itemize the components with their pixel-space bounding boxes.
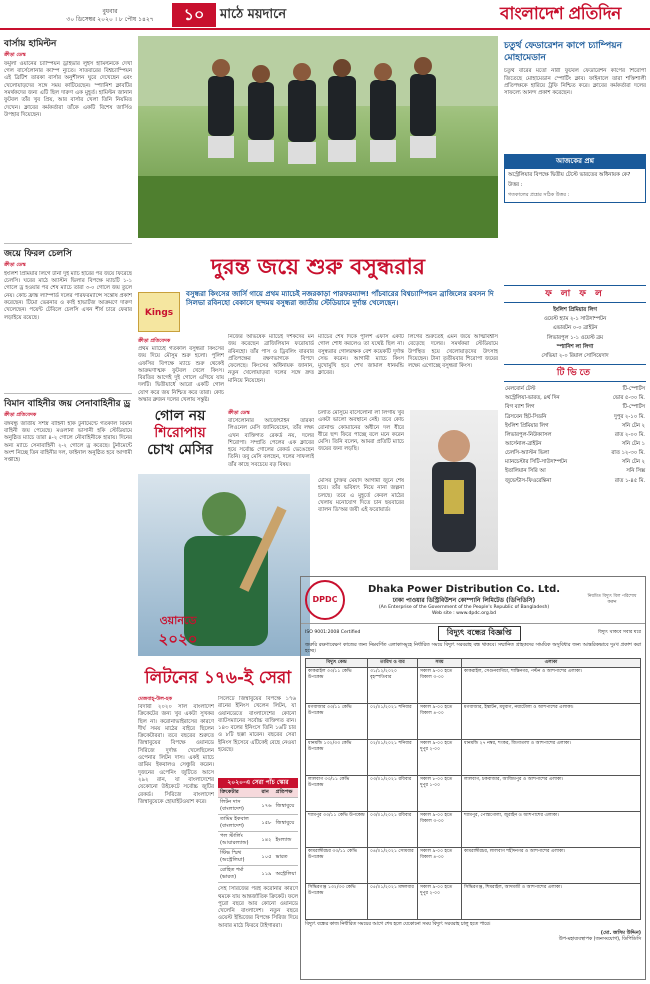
byline: ক্রীড়া প্রতিবেদক <box>4 411 37 418</box>
section-title: মাঠে ময়দানে <box>220 7 287 22</box>
quiz-question: অস্ট্রেলিয়ার বিপক্ষে দ্বিতীয় টেস্টে ভারতের অধিনায়ক কে? <box>508 171 631 178</box>
ad-title-row <box>301 624 645 643</box>
score-table-title: ২০২০-এ সেরা পাঁচ স্কোর <box>218 778 298 788</box>
oneday-badge: ওয়ানডে ২০২০ <box>158 614 198 648</box>
company-sub: (An Enterprise of the Government of the People's Republic of Bangladesh) <box>378 604 550 610</box>
messi-headline: গোল নয় শিরোপায় চোখ মেসির <box>147 408 213 458</box>
notice-title: বিদ্যুৎ বন্ধের বিজ্ঞপ্তি <box>438 626 521 641</box>
story-body: চতুর্থ বারের মতো নারী ফুটবল ফেডারেশন কাপের শিরোপা জিতেছে মোহামেডান স্পোর্টিং ক্লাব। ফাইনালে তারা শক্তিশালী প্রতিপক্ষকে হারিয়ে ট্রফি নিশ্চিত করে। ক্লাবের কর্মকর্তারা দলের সাফল্যে আনন্দ প্রকাশ করেছেন। <box>504 68 646 97</box>
table-row: ধানমন্ডি ১৩২/৩৩ কেভি উপকেন্দ্র ০২/০১/২০২১ শনিবার সকাল ৯-০০ হতে দুপুর ২-০০ ধানমন্ডি ২৭ নম্বর, শংকর, জিগাতলা ও আশপাশের এলাকা। <box>306 739 641 775</box>
score-table-box <box>218 778 298 964</box>
messi-photo <box>410 410 498 570</box>
story-body: ইংলিশ প্রিমিয়ার লিগে টানা দুই ম্যাচ হারের পর জয়ে ফিরেছে চেলসি। ঘরের মাঠে অ্যাস্টন ভিলার বিপক্ষে ম্যাচটি ১-১ গোলে ড্র হওয়ার পর শেষ ম্যাচে তারা ৩-০ গোলে জয় তুলে নেয়। কোচ ফ্রাঙ্ক ল্যাম্পার্ড দলের পারফরম্যান্সে সন্তোষ প্রকাশ করেছেন। টিমো ভেরনার ও কাই হাভার্টজ আক্রমণে দারুণ খেলেছেন। পয়েন্ট টেবিলে চেলসি এখন শীর্ষ চারে ফেরার লড়াইয়ে রয়েছে। <box>4 270 132 321</box>
table-row: পল স্টার্লিং (আয়ারল্যান্ড) ১৪২ ইংল্যান্ড <box>218 832 298 849</box>
story-col-1: প্রথম ম্যাচেই গতকাল বসুন্ধরা কিংসের জয় দিয়ে মৌসুম শুরু হলো। পুলিশ এফসির বিপক্ষে ম্যাচে শুরু থেকেই আক্রমণাত্মক ফুটবল খেলে কিংস। বিরতির আগেই দুই গোলে এগিয়ে যায় দলটি। দ্বিতীয়ার্ধে আরো একটি গোল যোগ করে জয় নিশ্চিত করে তারা। কোচ অস্কার ব্রুজন দলের খেলায় সন্তুষ্ট। <box>138 346 224 404</box>
table-row: স্টিভ স্মিথ (অস্ট্রেলিয়া) ১০৫ ভারত <box>218 849 298 866</box>
dpdc-logo-icon: DPDC <box>305 580 345 620</box>
liton-col-3: সেই সিরিজের পরই করোনার কারণে থমকে যায় আন্তর্জাতিক ক্রিকেট। ফলে পুরো বছরে আর কোনো ওয়ানডে খেলেনি বাংলাদেশ। নতুন বছরে ওয়েস্ট ইন্ডিজের বিপক্ষে সিরিজ দিয়ে আবার মাঠে ফিরবে টাইগাররা। <box>218 886 298 929</box>
story-col-2: নিজের অভিষেক ম্যাচেই দর্শকদের মন জয় করেছেন ব্রাজিলিয়ান ফরোয়ার্ড রবিনহো। তাঁর পাস ও ড্রিবলিং বারবার প্রতিপক্ষের রক্ষণভাগকে বিপদে ফেলেছে। কিংসের অধিনায়ক জানান, নতুন খেলোয়াড়রা দলের সঙ্গে দ্রুত মানিয়ে নিয়েছেন। <box>228 334 314 384</box>
company-en: Dhaka Power Distribution Co. Ltd. <box>367 584 561 596</box>
table-row: মগবাজার ৩৩/১১ কেভি উপকেন্দ্র ০২/০১/২০২১ শনিবার সকাল ৯-০০ হতে বিকাল ৪-০০ মগবাজার, ইস্কাটন, মধুবাগ, নয়াটোলা ও আশপাশের এলাকা। <box>306 703 641 739</box>
quiz-note: গতকালের প্রশ্নের সঠিক উত্তর : <box>508 192 570 199</box>
left-column <box>4 36 132 511</box>
signatory: (মো. জসিম উদ্দিন) <box>600 930 641 937</box>
messi-col-1: বার্সেলোনার আর্জেন্টাইন তারকা লিওনেল মেসি জানিয়েছেন, তাঁর লক্ষ্য এখন ব্যক্তিগত রেকর্ড নয়, দলের শিরোপা। সম্প্রতি পেলের এক ক্লাবের হয়ে সর্বোচ্চ গোলের রেকর্ড ভেঙেছেন তিনি। তবু মেসি বলছেন, দলের সাফল্যই তাঁর কাছে সবচেয়ে বড় বিষয়। <box>228 418 314 468</box>
messi-col-2: চলতি মৌসুমে বার্সেলোনা লা লিগায় খুব একটা ভালো অবস্থানে নেই। তবে কোচ রোনাল্ড কোম্যানের অধীনে দল ধীরে ধীরে ছন্দ ফিরে পাচ্ছে বলে মনে করেন মেসি। তিনি বলেন, আমরা প্রতিটি ম্যাচে জয়ের জন্য লড়ছি। <box>318 410 404 453</box>
sidebar-listings <box>504 282 646 486</box>
byline: ক্রীড়া ডেস্ক <box>4 52 26 59</box>
liton-col-1: বিদায়ী ২০২০ সাল বাংলাদেশ ক্রিকেটের জন্য খুব একটা সুখকর ছিল না। করোনাভাইরাসের কারণে দীর্ঘ সময় মাঠের বাইরে ছিলেন ক্রিকেটাররা। তবে বছরের শুরুতে জিম্বাবুয়ের বিপক্ষে ওয়ানডে সিরিজে দুর্দান্ত খেলেছিলেন ওপেনার লিটন দাস। একই ম্যাচে তামিম ইকবালও সেঞ্চুরি করেন। দুজনের ওপেনিং জুটিতে আসে ২৯২ রান, যা বাংলাদেশের যেকোনো উইকেটে সর্বোচ্চ জুটির রেকর্ড। সিরিজে বাংলাদেশ জিম্বাবুয়েকে হোয়াইটওয়াশ করে। <box>138 704 214 805</box>
liton-col-2: সিলেটে জিম্বাবুয়ের বিপক্ষে ১৭৬ রানের ইনিংস খেলেন লিটন, যা ওয়ানডেতে বাংলাদেশের কোনো ব্যাটসম্যানের সর্বোচ্চ ব্যক্তিগত রান। ১৪৩ বলের ইনিংসে তিনি ১৬টি চার ও ৮টি ছক্কা মারেন। বছরের সেরা ইনিংস হিসেবে এটিকেই বেছে নেওয়া হয়েছে। <box>218 696 296 754</box>
date-label: ৩০ ডিসেম্বর ২০২০ । ৮ পৌষ ১৪২৭ <box>66 16 154 24</box>
table-row: রোহিত শর্মা (ভারত) ১১৯ অস্ট্রেলিয়া <box>218 866 298 883</box>
players-illustration <box>138 36 498 238</box>
byline: মেজবাহ্-উল-হক <box>138 696 173 702</box>
right-top-story <box>504 36 646 203</box>
day-label: বুধবার <box>102 8 118 15</box>
story-title: বিমান বাহিনীর জয় সেনাবাহিনীর ড্র <box>4 398 131 409</box>
dpdc-advertisement <box>300 576 646 980</box>
scores-table: ইংলিশ প্রিমিয়ার লিগ ওয়েস্ট হ্যাম ২-১ সাউদাম্পটন এভারটন ০-০ ব্রাইটন লিভারপুল ১-১ ওয়েস্ট ব্রম স্প্যানিশ লা লিগা সেভিয়া ২-০ রিয়াল সোসিয়েদাদ <box>541 307 609 359</box>
tagline-left: বিদ্যুৎ থাকবে সবার ঘরে <box>597 630 641 636</box>
ad-header <box>301 577 645 624</box>
page-number: ১০ <box>172 3 216 27</box>
notice-intro: জরুরি রক্ষণাবেক্ষণ কাজের জন্য নিম্নবর্ণিত এলাকাসমূহে নির্ধারিত সময়ে বিদ্যুৎ সরবরাহ বন্ধ থাকবে। সম্মানিত গ্রাহকদের সাময়িক অসুবিধার জন্য আন্তরিকভাবে দুঃখ প্রকাশ করা হচ্ছে। <box>305 642 641 655</box>
table-row: সিদ্ধিরগঞ্জ ১৩২/৩৩ কেভি উপকেন্দ্র ০৫/০১/২০২১ মঙ্গলবার সকাল ৯-০০ হতে দুপুর ২-০০ সিদ্ধিরগঞ্জ, শিমরাইল, আদমজী ও আশপাশের এলাকা। <box>306 883 641 919</box>
kings-logo: Kings <box>138 292 180 332</box>
company-bn: ঢাকা পাওয়ার ডিস্ট্রিবিউশন কোম্পানি লিমিটেড (ডিপিডিসি) <box>392 596 536 604</box>
quiz-answer: উত্তর : <box>508 182 523 189</box>
story-title: জয়ে ফিরল চেলসি <box>4 248 72 259</box>
table-row: লালবাগ ৩৩/১১ কেভি উপকেন্দ্র ০৩/০১/২০২১ রবিবার সকাল ৮-০০ হতে দুপুর ১-০০ লালবাগ, চকবাজার, আজিমপুর ও আশপাশের এলাকা। <box>306 775 641 811</box>
story-title: বার্সায় হামিল্টন <box>4 39 57 49</box>
story-body: ফর্মুলা ওয়ানের চ্যাম্পিয়ন ড্রাইভার লুইস হামিল্টনকে দেখা গেল বার্সেলোনার ক্যাম্প ন্যুতে। সাতবারের বিশ্বচ্যাম্পিয়ন এই ব্রিটিশ তারকা বার্সার অনুশীলন ঘুরে দেখেছেন এবং খেলোয়াড়দের সঙ্গে সময় কাটিয়েছেন। স্প্যানিশ ক্লাবটির সমর্থকদের জন্য এটি ছিল দারুণ এক মুহূর্ত। হামিল্টন জানান ফুটবল তাঁর খুব প্রিয়, আর বার্সার খেলা তিনি নিয়মিত দেখেন। ক্লাবের কর্মকর্তারা তাঁকে একটি বিশেষ জার্সিও উপহার দিয়েছেন। <box>4 60 132 118</box>
table-row: কামরাঙ্গীরচর ৩৩/১১ কেভি উপকেন্দ্র ০৪/০১/২০২১ সোমবার সকাল ৯-০০ হতে বিকাল ৪-০০ কামরাঙ্গীরচর, লালবাগ শহীদনগর ও আশপাশের এলাকা। <box>306 847 641 883</box>
table-row: তামিম ইকবাল (বাংলাদেশ) ১৫৮ জিম্বাবুয়ে <box>218 815 298 832</box>
quiz-box <box>504 154 646 203</box>
story-body: বঙ্গবন্ধু জাতীয় সশস্ত্র বাহিনী হকি টুর্নামেন্টে গতকাল বিমান বাহিনী জয় পেয়েছে। মওলানা ভাসানী হকি স্টেডিয়ামে অনুষ্ঠিত ম্যাচে তারা ৪-২ গোলে নৌবাহিনীকে হারায়। দিনের অন্য ম্যাচে সেনাবাহিনী ২-২ গোলে ড্র করেছে। টুর্নামেন্টে অংশ নিচ্ছে তিন বাহিনীর দল, ফাইনাল অনুষ্ঠিত হবে আগামী সপ্তাহে। <box>4 420 132 464</box>
tagline-right: নিয়মিত বিদ্যুৎ বিল পরিশোধ করুন <box>587 594 637 605</box>
byline: ক্রীড়া ডেস্ক <box>4 262 26 269</box>
scores-title: ফ লা ফ ল <box>504 285 646 303</box>
score-table: ক্রিকেটার রান প্রতিপক্ষ লিটন দাস (বাংলাদেশ) ১৭৬ জিম্বাবুয়ে তামিম ইকবাল (বাংলাদেশ) ১৫৮ জিম্বাবুয়ে পল স্টার্লিং (আয়ারল্যান্ড) ১৪২ ইংল্যান্ড স্টিভ স্মিথ (অস্ট্রেলিয়া) ১০৫ ভারত রোহিত শর্মা (ভারত) ১১৯ অস্ট্রেলিয়া <box>218 788 298 883</box>
story-col-3: ম্যাচের শেষ দিকে পুলিশ এফসি একটি গোল শোধ করলেও তা যথেষ্ট ছিল না। বসুন্ধরার গোলরক্ষক বেশ কয়েকটি দুর্দান্ত সেভ করেন। আগামী ম্যাচে কিংস মুখোমুখি হবে শেখ জামাল ধানমন্ডি ক্লাবের। <box>318 334 404 377</box>
main-photo <box>138 36 498 238</box>
divider <box>4 243 132 244</box>
company-web: Web site : www.dpdc.org.bd <box>431 610 497 616</box>
liton-headline: লিটনের ১৭৬-ই সেরা <box>144 668 292 688</box>
table-row: কাকরাইল ৩৩/১১ কেভি উপকেন্দ্র ৩১/১২/২০২০ বৃহস্পতিবার সকাল ৯-০০ হতে বিকাল ৩-০০ কাকরাইল, সেগুনবাগিচা, শান্তিনগর, পল্টন ও আশপাশের এলাকা। <box>306 667 641 703</box>
tv-title: টিভিতে <box>504 364 646 382</box>
messi-illustration <box>410 410 498 570</box>
divider <box>4 393 132 394</box>
byline: ক্রীড়া প্রতিবেদক <box>138 338 171 344</box>
byline: ক্রীড়া ডেস্ক <box>228 410 250 416</box>
table-row: শ্যামপুর ৩৩/১১ কেভি উপকেন্দ্র ০৩/০১/২০২১ রবিবার সকাল ৯-০০ হতে বিকাল ৩-০০ শ্যামপুর, পোস্তগোলা, জুরাইন ও আশপাশের এলাকা। <box>306 811 641 847</box>
signatory-title: উপ-মহাব্যবস্থাপক (জনসংযোগ), ডিপিডিসি <box>558 937 641 943</box>
masthead-logo: বাংলাদেশ প্রতিদিন <box>500 4 621 24</box>
story-title: চতুর্থ ফেডারেশন কাপে চ্যাম্পিয়ন মোহামেডান <box>504 41 622 64</box>
dateline <box>60 8 160 24</box>
story-lede: বসুন্ধরা কিংসের জার্সি গায়ে প্রথম ম্যাচেই নজরকাড়া পারফরম্যান্স! পাঁচবারের বিশ্বচ্যাম্পিয়ন ব্রাজিলের রবসন দি সিলভা রবিনহো বেকাসে ছন্দময় বসুন্ধরা জাতীয় স্টেডিয়ামে দুর্দান্ত খেলেছেন। <box>186 290 494 308</box>
tv-table: মেলবোর্ন টেস্ট টি-স্পোর্টস অস্ট্রেলিয়া-ভারত, ৪র্থ দিন ভোর ৫-৩০ মি. বিগ ব্যাশ লিগ টি-স্পোর্টস ব্রিসবেন হিট-সিডনি দুপুর ২-১০ মি. ইংলিশ প্রিমিয়ার লিগ সনি টেন ২ লিভারপুল-নিউক্যাসল রাত ২-০০ মি. আর্সেনাল-ব্রাইটন সনি টেন ১ চেলসি-অ্যাস্টন ভিলা রাত ১২-৩০ মি. ম্যানচেস্টার সিটি-সাউদাম্পটন সনি টেন ২ ইতালিয়ান সিরি আ সনি সিক্স জুভেন্টাস-ফিওরেন্তিনা রাত ১-৪৫ মি. <box>505 386 645 484</box>
story-col-4: লিগের শুরুতেই এমন জয়ে আত্মবিশ্বাস বেড়েছে দলের। সমর্থকরা স্টেডিয়ামে উপস্থিত হয়ে খেলোয়াড়দের উৎসাহ দিয়েছেন। টানা তৃতীয়বার শিরোপা জয়ের লক্ষ্যে এগোচ্ছে বসুন্ধরা কিংস। <box>408 334 498 370</box>
main-headline: দুরন্ত জয়ে শুরু বসুন্ধরার <box>211 255 425 280</box>
quiz-title: আজকের প্রশ্ন <box>505 155 645 168</box>
outage-table: বিদ্যুৎ কেন্দ্র তারিখ ও বার সময় এলাকা কাকরাইল ৩৩/১১ কেভি উপকেন্দ্র ৩১/১২/২০২০ বৃহস্পতিবার সকাল ৯-০০ হতে বিকাল ৩-০০ কাকরাইল, সেগুনবাগিচা, শান্তিনগর, পল্টন ও আশপাশের এলাকা। মগবাজার ৩৩/১১ কেভি উপকেন্দ্র ০২/০১/২০২১ শনিবার সকাল ৯-০০ হতে বিকাল ৪-০০ মগবাজার, ইস্কাটন, মধুবাগ, নয়াটোলা ও আশপাশের এলাকা। ধানমন্ডি ১৩২/৩৩ কেভি উপকেন্দ্র ০২/০১/২০২১ শনিবার সকাল ৯-০০ হতে দুপুর ২-০০ ধানমন্ডি ২৭ নম্বর, শংকর, জিগাতলা ও আশপাশের এলাকা। লালবাগ ৩৩/১১ কেভি উপকেন্দ্র ০৩/০১/২০২১ রবিবার সকাল ৮-০০ হতে দুপুর ১-০০ লালবাগ, চকবাজার, আজিমপুর ও আশপাশের এলাকা। শ্যামপুর ৩৩/১১ কেভি উপকেন্দ্র ০৩/০১/২০২১ রবিবার সকাল ৯-০০ হতে বিকাল ৩-০০ শ্যামপুর, পোস্তগোলা, জুরাইন ও আশপাশের এলাকা। কামরাঙ্গীরচর ৩৩/১১ কেভি উপকেন্দ্র ০৪/০১/২০২১ সোমবার সকাল ৯-০০ হতে বিকাল ৪-০০ কামরাঙ্গীরচর, লালবাগ শহীদনগর ও আশপাশের এলাকা। সিদ্ধিরগঞ্জ ১৩২/৩৩ কেভি উপকেন্দ্র ০৫/০১/২০২১ মঙ্গলবার সকাল ৯-০০ হতে দুপুর ২-০০ সিদ্ধিরগঞ্জ, শিমরাইল, আদমজী ও আশপাশের এলাকা। <box>305 658 641 920</box>
notice-footer: বিদ্যুৎ বন্ধের কাজ নির্ধারিত সময়ের আগে শেষ হলে যেকোনো সময় বিদ্যুৎ সরবরাহ চালু হতে পারে। <box>305 921 491 927</box>
table-row: লিটন দাস (বাংলাদেশ) ১৭৬ জিম্বাবুয়ে <box>218 798 298 815</box>
iso-label: ISO 9001:2008 Certified <box>305 630 361 636</box>
messi-col-3: মেসির চুক্তির মেয়াদ আগামী জুনে শেষ হবে। তাঁর ভবিষ্যৎ নিয়ে নানা জল্পনা চলছে। তবে এ মুহূর্তে কেবল মাঠের খেলায় মনোযোগ দিতে চান ছয়বারের ব্যালন ডি'অর জয়ী এই ফরোয়ার্ড। <box>318 478 404 514</box>
